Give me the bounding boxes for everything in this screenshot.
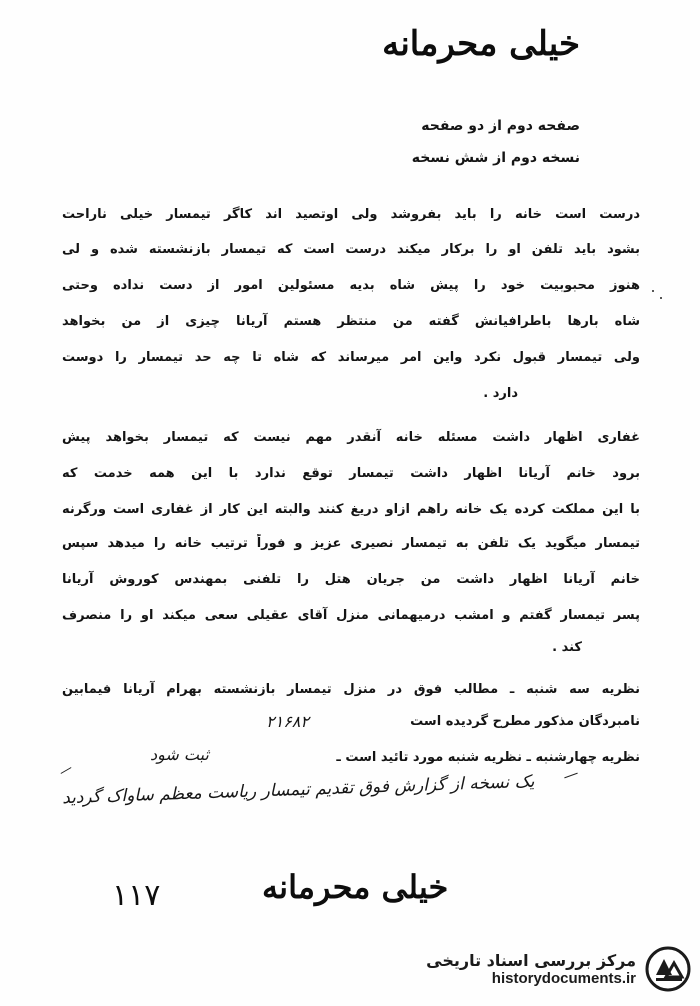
archive-logo-icon: [644, 945, 692, 993]
body-line: برود خانم آریانا اظهار داشت تیمسار توقع ندارد با این همه خدمت که: [62, 466, 640, 481]
copy-info: نسخه دوم از شش نسخه: [411, 150, 580, 166]
body-line: بشود باید تلفن او را برکار میکند درست است که تیمسار بازنشسته شده و لی: [62, 242, 640, 257]
pen-stroke: [564, 773, 577, 779]
handwritten-annotation: یک نسخه از گزارش فوق تقدیم تیمسار ریاست معظم ساواک گردید: [61, 771, 535, 809]
body-line: با این مملکت کرده یک خانه راهم ازاو دریغ کنند والبته این کار از غفاری است ورگرنه: [62, 502, 640, 517]
watermark-url: historydocuments.ir: [491, 970, 636, 987]
body-line: دارد .: [483, 386, 518, 401]
body-line: نظریه سه شنبه ـ مطالب فوق در منزل تیمسار بازنشسته بهرام آریانا فیمابین: [62, 682, 640, 697]
body-line: هنوز محبوبیت خود را پیش شاه بدیه مسئولین امور از دست نداده وحتی: [62, 278, 640, 293]
classification-footer: خیلی محرمانه: [262, 868, 449, 906]
speck: [652, 290, 654, 292]
handwritten-note: ثبت شود: [150, 745, 209, 764]
handwritten-note: ۲۱۶۸۲: [266, 712, 309, 731]
body-line: کند .: [552, 640, 582, 655]
body-line: نظریه چهارشنبه ـ نظریه شنبه مورد تائید است ـ: [336, 750, 640, 765]
archive-watermark: [392, 938, 692, 1000]
classification-header: خیلی محرمانه: [382, 24, 580, 64]
page-info: صفحه دوم از دو صفحه: [421, 118, 580, 134]
body-line: درست است خانه را باید بفروشد ولی اوتصید اند کاگر تیمسار خیلی ناراحت: [62, 207, 640, 222]
watermark-name: مرکز بررسی اسناد تاریخی: [426, 951, 636, 970]
body-line: نامبردگان مذکور مطرح گردیده است: [410, 714, 640, 729]
body-line: خانم آریانا اظهار داشت من جریان هتل را تلفنی بمهندس کوروش آریانا: [62, 572, 640, 587]
body-line: پسر تیمسار گفتم و امشب درمیهمانی منزل آقای عقیلی سعی میکند او را منصرف: [62, 608, 640, 623]
body-line: تیمسار میگوید یک تلفن به تیمسار نصیری عزیز و فوراً ترتیب خانه را میدهد سپس: [62, 536, 640, 551]
page-number: ۱۱۷: [112, 878, 161, 913]
body-line: غفاری اظهار داشت مسئله خانه آنقدر مهم نیست که تیمسار بخواهد پیش: [62, 430, 640, 445]
speck: [660, 297, 662, 299]
pen-stroke: [61, 767, 72, 774]
body-line: شاه بارها باطرافیانش گفته من منتظر هستم آریانا چیزی از من بخواهد: [62, 314, 640, 329]
body-line: ولی تیمسار قبول نکرد واین امر میرساند که شاه تا چه حد تیمسار را دوست: [62, 350, 640, 365]
